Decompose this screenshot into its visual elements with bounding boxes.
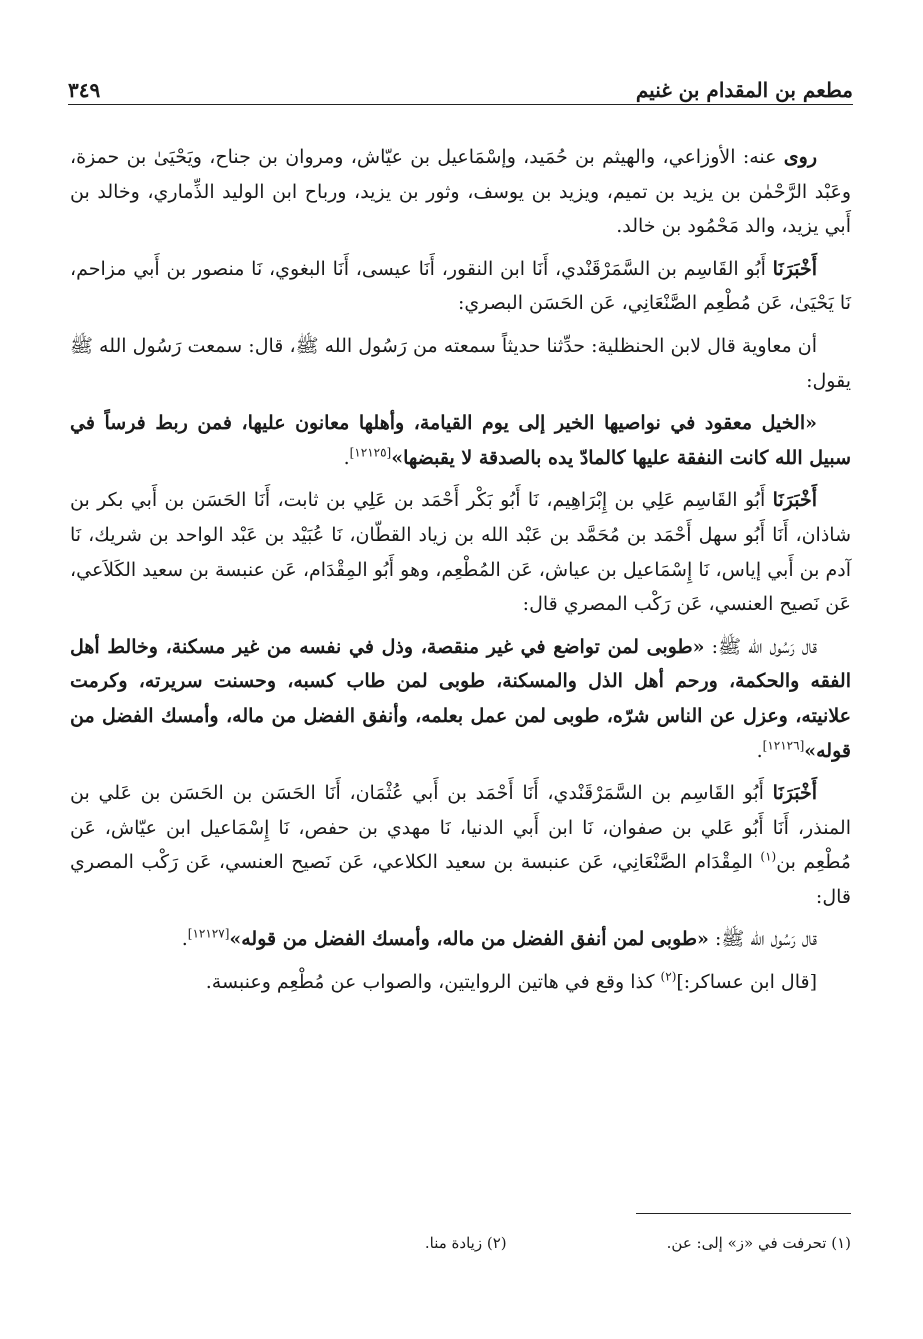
paragraph [70,406,851,475]
reference-number: [١٢١٢٦] [762,738,805,753]
text-run: كذا وقع في هاتين الروايتين، والصواب عن مُطْعِم وعنبسة. [205,971,661,994]
text-run: . [181,928,188,951]
text-run: . [756,739,763,762]
text-run: المِقْدَام الصَّنْعَانِي، عَن عنبسة بن سعيد الكلاعي، عَن نَصيح العنسي، عَن رَكْب المصري قال: [70,851,851,908]
text-run: أن معاوية قال لابن الحنظلية: حدِّثنا حديثاً سمعته من رَسُول الله ﷺ، قال: سمعت رَسُول الله ﷺ يقول: [70,334,851,392]
text-run: . [343,446,350,469]
reference-number: [١٢١٢٧] [187,927,230,942]
paragraph [70,483,851,621]
reference-number: (٢) [660,969,677,984]
footnotes [70,1234,851,1252]
footnote-2: (٢) زيادة منا. [424,1234,507,1252]
text-run: [قال ابن عساكر:] [676,971,817,994]
running-title: مطعم بن المقدام بن غنيم [635,78,853,102]
bold-text: «الخيل معقود في نواصيها الخير إلى يوم القيامة، وأهلها معانون عليها، فمن ربط فرساً في سبيل الله كانت النفقة عليها كالمادّ يده بالصدقة لا يقبضها» [70,412,851,469]
bold-text: «طوبى لمن أنفق الفضل من ماله، وأمسك الفضل من قوله» [229,928,709,951]
text-run: قال رَسُول الله ﷺ: [704,635,817,658]
paragraph [70,776,851,914]
page-number: ٣٤٩ [68,78,101,102]
text-run: عنه: الأوزاعي، والهيثم بن حُمَيد، وإسْمَاعيل بن عيّاش، ومروان بن جناح، ويَحْيَىٰ بن حمزة، وعَبْد الرَّحْمٰن بن يزيد بن تميم، ويزيد بن يوسف، وثور بن يزيد، ورباح ابن الوليد الذِّماري، وخالد بن أَبي يزيد، والد مَحْمُود بن خالد. [70,146,851,238]
paragraph [70,329,851,398]
bold-text: أَخْبَرَنَا [772,489,817,512]
header-rule [68,104,853,105]
main-text [70,140,851,1008]
text-run: أَبُو القَاسِم بن السَّمَرْقَنْدي، أَنَا أَحْمَد بن أَبي عُثْمَان، أَنَا الحَسَن بن الحَسَن بن عَلي بن المنذر، أَنَا أَبُو عَلي بن صفوان، نَا ابن أَبي الدنيا، نَا مهدي بن حفص، نَا إِسْمَاعيل ابن عيّاش، عَن مُطْعِم بن [70,782,851,874]
bold-text: «طوبى لمن تواضع في غير منقصة، وذل في نفسه من غير مسكنة، وخالط أهل الفقه والحكمة، ورحم أهل الذل والمسكنة، طوبى لمن طاب كسبه، وحسنت سريرته، وكرمت علانيته، وعزل عن الناس شرّه، طوبى لمن عمل بعلمه، وأنفق الفضل من ماله، وأمسك الفضل من قوله» [70,635,851,762]
page-header [68,62,853,102]
bold-text: روى [783,146,817,168]
paragraph [70,630,851,768]
reference-number: [١٢١٢٥] [349,445,392,460]
bold-text: أَخْبَرَنَا [772,782,817,805]
footnote-rule [636,1213,851,1214]
text-run: أَبُو القَاسِم عَلِي بن إِبْرَاهِيم، نَا أَبُو بَكْر أَحْمَد بن عَلِي بن ثابت، أَنَا الحَسَن بن أَبي بكر بن شاذان، أَنَا أَبُو سهل أَحْمَد بن مُحَمَّد بن عَبْد الله بن زياد القطّان، نَا عُبَيْد بن عَبْد الواحد بن شريك، نَا آدم بن أَبي إياس، نَا إِسْمَاعيل بن عياش، عَن المُطْعِم، وهو أَبُو المِقْدَام، عَن عنبسة بن سعيد الكَلاَعي، عَن نَصيح العنسي، عَن رَكْب المصري قال: [70,489,851,616]
paragraph [70,252,851,321]
text-run: أَبُو القَاسِم بن السَّمَرْقَنْدي، أَنَا ابن النقور، أَنَا عيسى، أَنَا البغوي، نَا منصور بن أَبي مزاحم، نَا يَحْيَىٰ، عَن مُطْعِم الصَّنْعَانِي، عَن الحَسَن البصري: [70,257,851,315]
paragraph [70,965,851,1000]
paragraph [70,922,851,957]
paragraph [70,140,851,244]
bold-text: أَخْبَرَنَا [772,257,817,280]
reference-number: (١) [760,849,777,864]
text-run: قال رَسُول الله ﷺ: [708,928,817,951]
footnote-1: (١) تحرفت في «ز» إلى: عن. [666,1234,851,1252]
